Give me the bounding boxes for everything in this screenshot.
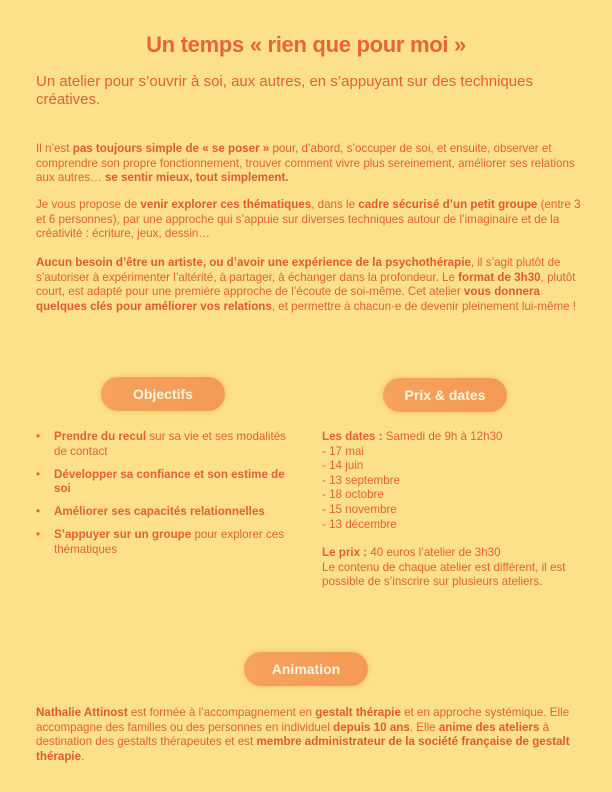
text-run: Je vous propose de (36, 198, 141, 211)
text-run: pour, d’abord, s’occuper de soi, et ensuite, observer et comprendre son propre fonctionnement, trouver comment vivre plus sereinement, améliorer ses relations aux autres… (36, 142, 575, 185)
animation-heading-pill: Animation (244, 652, 368, 686)
date-item: - 18 octobre (322, 488, 384, 502)
bold-text-run: gestalt thérapie (315, 706, 401, 719)
text-run: et en approche systémique. Elle accompagne des familles ou des personnes en individuel (36, 706, 570, 734)
price-note: Le contenu de chaque atelier est différent, il est possible de s’inscrire sur plusieurs ateliers. (322, 560, 566, 589)
date-item: - 13 septembre (322, 473, 400, 487)
objective-text (54, 430, 286, 458)
objective-text (54, 505, 265, 518)
price-line (322, 546, 584, 561)
bold-text-run: membre administrateur de la société française de gestalt thérapie (36, 735, 570, 763)
prix-dates-block (322, 430, 584, 590)
dates-list (322, 445, 584, 533)
objective-text (54, 528, 284, 556)
text-run: sur sa vie et ses modalités de contact (54, 430, 286, 458)
text-run: pour explorer ces thématiques (54, 528, 285, 557)
bold-text-run: depuis 10 ans (333, 720, 410, 734)
objective-item (36, 528, 298, 557)
date-item: - 15 novembre (322, 502, 397, 516)
dates-label: Les dates : (322, 430, 386, 443)
bold-text-run: Améliorer ses capacités relationnelles (54, 505, 265, 519)
text-run: Il n’est (36, 142, 73, 155)
text-run: , il s’agit plutôt de s’autoriser à expérimenter l’altérité, à partager, à échanger dans la profondeur. Le (36, 256, 561, 284)
date-item: - 14 juin (322, 459, 364, 473)
page-title: Un temps « rien que pour moi » (146, 32, 466, 57)
bold-text-run: Développer sa confiance et son estime de soi (54, 467, 285, 496)
page-subtitle: Un atelier pour s’ouvrir à soi, aux autres, en s’appuyant sur des techniques créatives. (36, 73, 533, 108)
objectives-list (36, 430, 298, 566)
bold-text-run: S’appuyer sur un groupe (54, 528, 192, 542)
bullet-icon: • (36, 467, 41, 481)
objective-text (54, 468, 285, 496)
text-run: à destination des gestalts thérapeutes et est (36, 720, 550, 749)
date-item: - 17 mai (322, 444, 364, 458)
dates-line (322, 430, 584, 445)
price-label: Le prix : (322, 546, 371, 560)
bold-text-run: cadre sécurisé d’un petit groupe (358, 198, 538, 211)
bullet-icon: • (36, 528, 41, 542)
text-run: , et permettre à chacun·e de devenir pleinement lui-même ! (271, 299, 576, 313)
animation-paragraph (36, 706, 584, 764)
text-run: . (81, 749, 85, 763)
text-run: (entre 3 et 6 personnes), par une approche qui s’appuie sur diverses techniques autour de l’imaginaire et de la créativité : écriture, jeux, dessin… (36, 198, 581, 241)
text-run: . Elle (409, 720, 439, 734)
bullet-icon: • (36, 430, 41, 443)
intro-paragraph-2 (36, 198, 584, 242)
bold-text-run: venir explorer ces thématiques (140, 198, 312, 211)
bold-text-run: pas toujours simple de « se poser » (72, 142, 270, 155)
objective-item (36, 468, 298, 497)
prix-dates-heading-pill: Prix & dates (383, 378, 507, 412)
text-run: est formée à l’accompagnement en (127, 706, 316, 719)
bold-text-run: se sentir mieux, tout simplement. (104, 171, 289, 185)
bold-text-run: Nathalie Attinost (36, 706, 128, 719)
bold-text-run: vous donnera quelques clés pour améliorer vos relations (36, 285, 540, 313)
bold-text-run: format de 3h30 (458, 270, 541, 284)
objective-item (36, 505, 298, 520)
date-item: - 13 décembre (322, 517, 397, 531)
bold-text-run: Aucun besoin d’être un artiste, ou d’avoir une expérience de la psychothérapie (36, 256, 471, 269)
dates-time: Samedi de 9h à 12h30 (385, 430, 503, 443)
bold-text-run: Prendre du recul (54, 430, 147, 443)
intro-paragraph-1 (36, 142, 584, 186)
bullet-icon: • (36, 505, 41, 519)
bold-text-run: anime des ateliers (438, 720, 540, 734)
text-run: , plutôt court, est adapté pour une première approche de l’écoute de soi-même. Cet atelier (36, 270, 576, 299)
price-value: 40 euros l’atelier de 3h30 (370, 546, 501, 560)
objective-item (36, 430, 298, 459)
objectifs-heading-pill: Objectifs (101, 377, 225, 411)
text-run: , dans le (311, 198, 359, 211)
intro-paragraph-3 (36, 256, 584, 314)
